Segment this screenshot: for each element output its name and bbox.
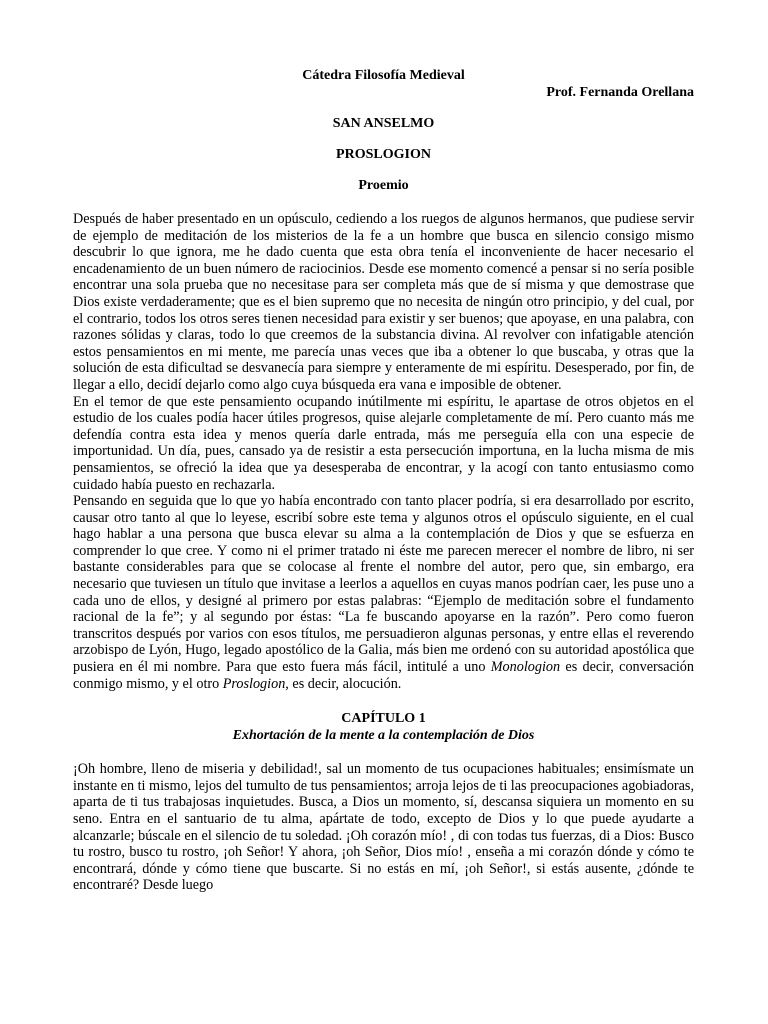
chapter-heading: CAPÍTULO 1	[341, 711, 426, 727]
work-title: PROSLOGION	[336, 147, 431, 162]
proemio-paragraph-3-text-b: es decir, conversación conmigo mismo, y el otro	[73, 659, 694, 692]
author-heading: SAN ANSELMO	[332, 116, 435, 131]
section-title: Proemio	[358, 178, 409, 193]
chapter-subtitle: Exhortación de la mente a la contemplación de Dios	[232, 728, 535, 744]
course-title: Cátedra Filosofía Medieval	[302, 68, 465, 83]
proemio-paragraph-3-text-c: , es decir, alocución.	[285, 675, 402, 692]
document-page	[73, 67, 694, 894]
proemio-paragraph-2: En el temor de que este pensamiento ocupando inútilmente mi espíritu, le apartase de otros objetos en el estudio de los cuales podía hacer útiles progresos, quise alejarle completamente de mí. Pero cuanto más me defendía contra esta idea y menos quería darle entrada, más me perseguía ella con una especie de importunidad. Un día, pues, cansado ya de resistir a esta persecución importuna, en la lucha misma de mis pensamientos, se ofreció la idea que ya desesperaba de encontrar, y la acogí con tanto entusiasmo como cuidado había puesto en rechazarla.	[73, 393, 694, 493]
proemio-paragraph-3	[73, 493, 694, 692]
proemio-paragraph-3-text-a: Pensando en seguida que lo que yo había encontrado con tanto placer podría, si era desarrollado por escrito, causar otro tanto al que lo leyese, escribí sobre este tema y algunos otros el opúsculo siguiente, en el cual hago hablar a una persona que busca elevar su alma a la contemplación de Dios y que se esfuerza en comprender lo que cree. Y como ni el primer tratado ni éste me parecen merecer el nombre de libro, ni ser bastante considerables para que se colocase al frente el nombre del autor, pero que, sin embargo, era necesario que tuviesen un título que invitase a leerlos a aquellos en cuyas manos podrían caer, les puse uno a cada uno de ellos, y designé al primero por estas palabras: “Ejemplo de meditación sobre el fundamento racional de la fe”; y al segundo por éstas: “La fe buscando apoyarse en la razón”. Pero como fueron transcritos después por varios con esos títulos, me persuadieron algunas personas, y entre ellas el reverendo arzobispo de Lyón, Hugo, legado apostólico de la Galia, más bien me ordenó con su autoridad apostólica que pusiera en él mi nombre. Para que esto fuera más fácil, intitulé a uno	[73, 493, 694, 676]
professor-name: Prof. Fernanda Orellana	[546, 85, 694, 100]
proemio-paragraph-1: Después de haber presentado en un opúsculo, cediendo a los ruegos de algunos hermanos, que pudiese servir de ejemplo de meditación de los misterios de la fe a un hombre que busca en silencio consigo mismo descubrir lo que ignora, me he dado cuenta que esta obra tenía el inconveniente de hacer necesario el encadenamiento de un buen número de raciocinios. Desde ese momento comencé a pensar si no sería posible encontrar una sola prueba que no necesitase para ser completa más que de sí misma y que demostrase que Dios existe verdaderamente; que es el bien supremo que no necesita de ningún otro principio, y del cual, por el contrario, todos los otros seres tienen necesidad para existir y ser buenos; que apoyase, en una palabra, con razones sólidas y claras, todo lo que creemos de la substancia divina. Al revolver con infatigable atención estos pensamientos en mi mente, me parecía unas veces que iba a obtener lo que buscaba, y otras que la solución de esta dificultad se desvanecía para siempre y enteramente de mi espíritu. Desesperado, por fin, de llegar a ello, decidí dejarlo como algo cuya búsqueda era vana e imposible de obtener.	[73, 211, 694, 393]
proslogion-title: Proslogion	[222, 675, 286, 692]
monologion-title: Monologion	[490, 659, 561, 676]
chapter-paragraph-1: ¡Oh hombre, lleno de miseria y debilidad!, sal un momento de tus ocupaciones habituales; ensimísmate un instante en ti mismo, lejos del tumulto de tus pensamientos; arroja lejos de ti las preocupaciones agobiadoras, aparta de ti tus trabajosas inquietudes. Busca, a Dios un momento, sí, descansa siquiera un momento en su seno. Entra en el santuario de tu alma, apártate de todo, excepto de Dios y lo que puede ayudarte a alcanzarle; búscale en el silencio de tu soledad. ¡Oh corazón mío! , di con todas tus fuerzas, di a Dios: Busco tu rostro, busco tu rostro, ¡oh Señor! Y ahora, ¡oh Señor, Dios mío! , enseña a mi corazón dónde y cómo te encontrará, dónde y cómo tiene que buscarte. Si no estás en mí, ¡oh Señor!, si estás ausente, ¿dónde te encontraré? Desde luego	[73, 761, 694, 894]
